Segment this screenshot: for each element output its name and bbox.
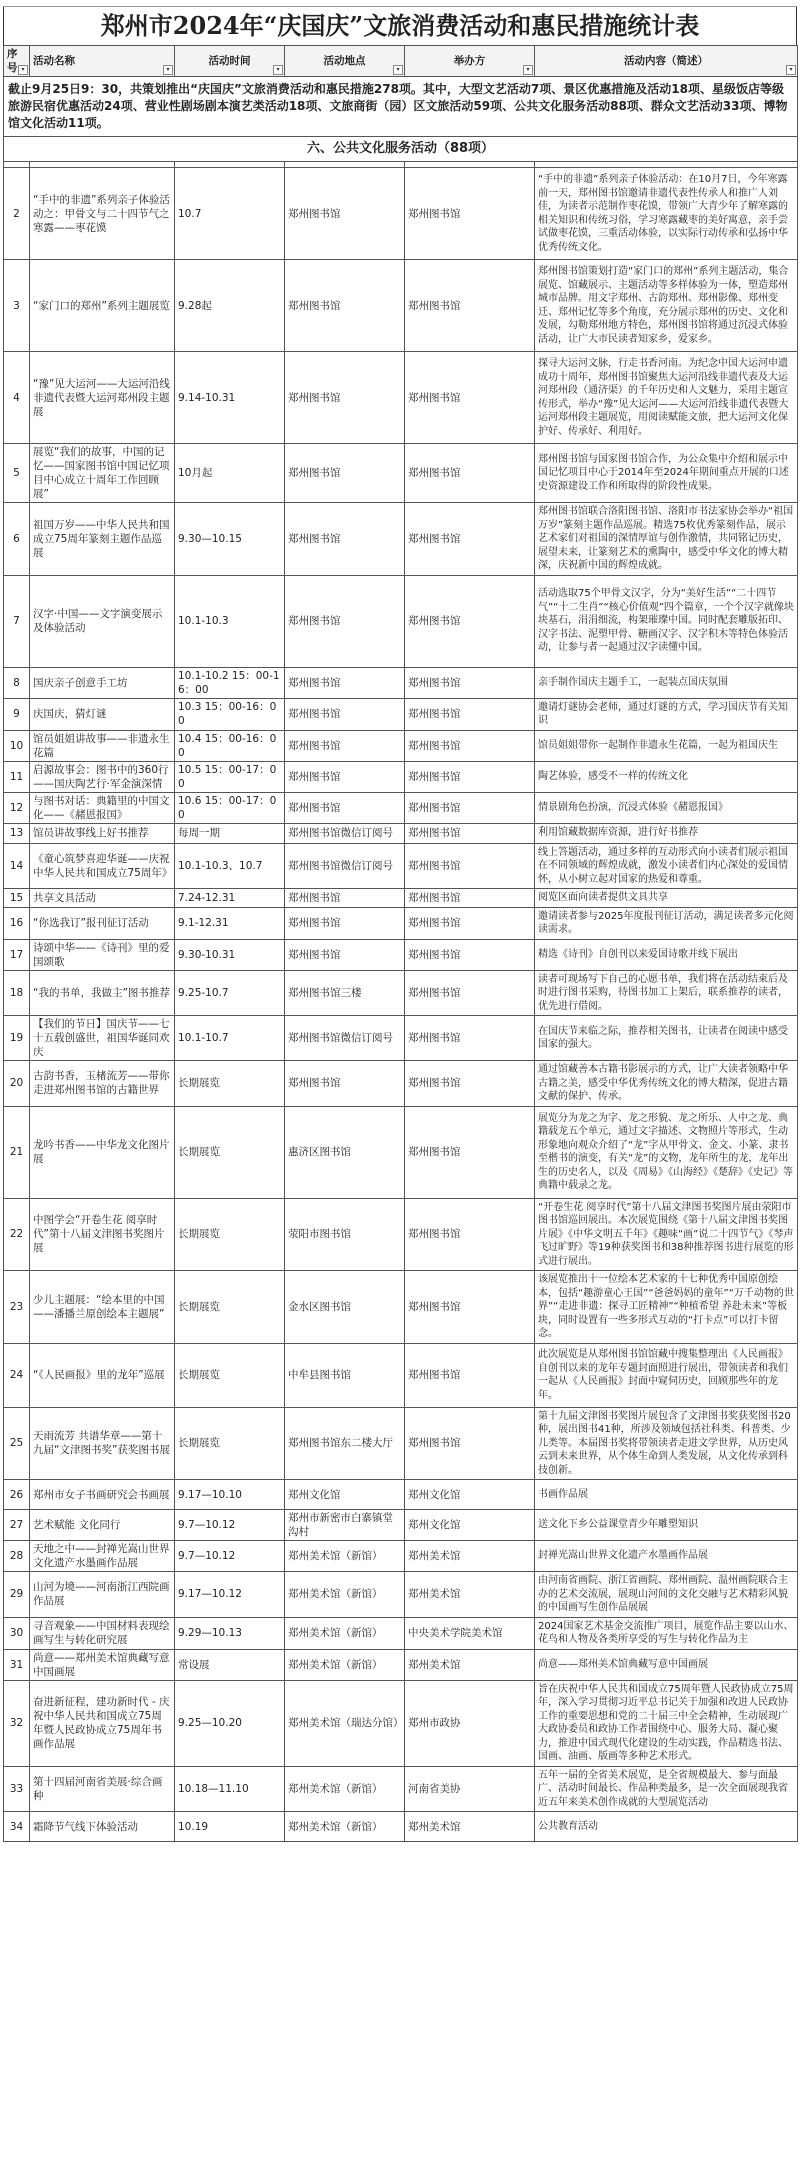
table-row — [4, 1271, 798, 1344]
activity-name: 少儿主题展：“绘本里的中国——潘播兰原创绘本主题展” — [30, 1271, 175, 1344]
table-row — [4, 352, 798, 444]
row-number: 22 — [4, 1198, 30, 1271]
row-number: 6 — [4, 503, 30, 576]
activity-time: 10.1-10.7 — [175, 1016, 285, 1061]
activity-organizer: 郑州图书馆 — [405, 1407, 535, 1480]
activity-organizer: 郑州图书馆 — [405, 667, 535, 698]
activity-organizer: 郑州图书馆 — [405, 1198, 535, 1271]
row-number: 9 — [4, 698, 30, 730]
activity-name: 天地之中——封禅光嵩山世界文化遗产水墨画作品展 — [30, 1541, 175, 1572]
activity-content: 通过馆藏善本古籍书影展示的方式，让广大读者领略中华古籍之美，感受中华优秀传统文化的博大精深，促进古籍文献的保护、传承。 — [535, 1061, 798, 1107]
activity-organizer: 郑州图书馆 — [405, 939, 535, 970]
activity-name: 汉字·中国——文字演变展示及体验活动 — [30, 575, 175, 667]
activity-place: 郑州图书馆东二楼大厅 — [285, 1407, 405, 1480]
table-row — [4, 503, 798, 576]
row-number: 7 — [4, 575, 30, 667]
table-row — [4, 1812, 798, 1842]
filter-dropdown-icon[interactable]: ▾ — [523, 65, 533, 75]
activity-place: 郑州图书馆 — [285, 444, 405, 503]
header-time[interactable]: 活动时间 ▾ — [175, 46, 285, 77]
activity-name: “手中的非遗”系列亲子体验活动之：甲骨文与二十四节气之寒露——枣花馍 — [30, 168, 175, 260]
row-number: 13 — [4, 823, 30, 843]
activity-name: 艺术赋能 文化同行 — [30, 1510, 175, 1541]
row-number: 12 — [4, 792, 30, 823]
summary-row — [4, 77, 798, 137]
activity-time: 10.1-10.2 15：00-16：00 — [175, 667, 285, 698]
activity-place: 郑州图书馆 — [285, 260, 405, 352]
table-row — [4, 1649, 798, 1680]
table-row — [4, 1407, 798, 1480]
activity-place: 郑州图书馆 — [285, 503, 405, 576]
activity-organizer: 郑州图书馆 — [405, 1106, 535, 1198]
summary-text: 截止9月25日9：30，共策划推出“庆国庆”文旅消费活动和惠民措施278项。其中，大型文艺活动7项、景区优惠措施及活动18项、星级饭店等级旅游民宿优惠活动24项、营业性剧场剧本演艺类活动18项、文旅商街（园）区文旅活动59项、公共文化服务活动88项、群众文艺活动33项、博物馆文化活动11项。 — [4, 77, 798, 137]
activity-name: 共享文具活动 — [30, 889, 175, 908]
table-row — [4, 889, 798, 908]
header-place[interactable]: 活动地点 ▾ — [285, 46, 405, 77]
activity-time: 常设展 — [175, 1649, 285, 1680]
header-org[interactable]: 举办方 ▾ — [405, 46, 535, 77]
activity-name: 馆员姐姐讲故事——非遗永生花篇 — [30, 730, 175, 761]
activity-place: 郑州美术馆（新馆） — [285, 1541, 405, 1572]
activity-organizer: 郑州图书馆 — [405, 168, 535, 260]
table-row — [4, 843, 798, 889]
activity-content: 邀请灯谜协会老师，通过灯谜的方式，学习国庆节有关知识 — [535, 698, 798, 730]
activity-time: 9.29—10.13 — [175, 1617, 285, 1649]
activity-organizer: 郑州图书馆 — [405, 843, 535, 889]
activity-content: 送文化下乡公益课堂青少年雕塑知识 — [535, 1510, 798, 1541]
activity-organizer: 郑州美术馆 — [405, 1649, 535, 1680]
table-row — [4, 698, 798, 730]
row-number: 28 — [4, 1541, 30, 1572]
table-row — [4, 168, 798, 260]
filter-dropdown-icon[interactable]: ▾ — [786, 65, 796, 75]
activity-name: 馆员讲故事线上好书推荐 — [30, 823, 175, 843]
activity-name: 古韵书香，玉楮流芳——带你走进郑州图书馆的古籍世界 — [30, 1061, 175, 1107]
row-number: 33 — [4, 1766, 30, 1812]
row-number: 21 — [4, 1106, 30, 1198]
row-number: 5 — [4, 444, 30, 503]
row-number: 26 — [4, 1480, 30, 1510]
table-row — [4, 823, 798, 843]
activity-time: 长期展览 — [175, 1106, 285, 1198]
activity-place: 郑州美术馆（新馆） — [285, 1572, 405, 1618]
table-row — [4, 761, 798, 792]
activity-name: 诗颂中华——《诗刊》里的爱国颂歌 — [30, 939, 175, 970]
table-row — [4, 1541, 798, 1572]
activity-name: 郑州市女子书画研究会书画展 — [30, 1480, 175, 1510]
activity-organizer: 郑州图书馆 — [405, 260, 535, 352]
activity-content: 第十九届文津图书奖图片展包含了文津图书奖获奖图书20种，展出图书41种，所涉及领域包括社科类、科普类、少儿类等。本届图书奖将带领读者走进文学世界，从历史风云到未来世界，从个体生命到人类发展，从文化传承到科技创新。 — [535, 1407, 798, 1480]
row-number: 16 — [4, 907, 30, 939]
table-row — [4, 444, 798, 503]
activity-organizer: 郑州图书馆 — [405, 698, 535, 730]
activity-place: 郑州美术馆（新馆） — [285, 1649, 405, 1680]
activity-place: 郑州图书馆 — [285, 352, 405, 444]
activity-organizer: 郑州图书馆 — [405, 730, 535, 761]
activity-content: 读者可现场写下自己的心愿书单，我们将在活动结束后及时进行图书采购，待图书加工上架后，联系推荐的读者，优先进行借阅。 — [535, 970, 798, 1016]
activity-content: 旨在庆祝中华人民共和国成立75周年暨人民政协成立75周年，深入学习贯彻习近平总书记关于加强和改进人民政协工作的重要思想和党的二十届三中全会精神，生动展现广大政协委员和政协工作者围绕中心、服务大局、凝心聚力，推进中国式现代化建设的生动实践，作品精选书法、国画、油画、版画等多种艺术形式。 — [535, 1680, 798, 1766]
activity-place: 中牟县图书馆 — [285, 1343, 405, 1407]
activity-time: 长期展览 — [175, 1407, 285, 1480]
activity-table — [3, 45, 798, 1842]
row-number: 4 — [4, 352, 30, 444]
row-number: 24 — [4, 1343, 30, 1407]
activity-time: 9.28起 — [175, 260, 285, 352]
activity-place: 郑州图书馆 — [285, 792, 405, 823]
activity-name: 【我们的节日】国庆节——七十五载创盛世，祖国华诞同欢庆 — [30, 1016, 175, 1061]
activity-time: 9.14-10.31 — [175, 352, 285, 444]
row-number: 32 — [4, 1680, 30, 1766]
activity-organizer: 郑州图书馆 — [405, 1016, 535, 1061]
activity-time: 7.24-12.31 — [175, 889, 285, 908]
activity-name: 《童心筑梦喜迎华诞——庆祝中华人民共和国成立75周年》 — [30, 843, 175, 889]
table-row — [4, 1106, 798, 1198]
activity-time: 长期展览 — [175, 1198, 285, 1271]
activity-organizer: 郑州文化馆 — [405, 1480, 535, 1510]
activity-content: 亲手制作国庆主题手工，一起装点国庆氛围 — [535, 667, 798, 698]
activity-place: 郑州图书馆微信订阅号 — [285, 1016, 405, 1061]
activity-content: “手中的非遗”系列亲子体验活动：在10月7日，今年寒露前一天，郑州图书馆邀请非遗代表性传承人和推广人刘佳，为读者示范制作枣花馍，带领广大青少年了解寒露的相关知识和传统习俗，学习寒露藏枣的美好寓意，亲手尝试做枣花馍，三重活动体验，以实际行动传承和弘扬中华优秀传统文化。 — [535, 168, 798, 260]
activity-content: 公共教育活动 — [535, 1812, 798, 1842]
table-row — [4, 792, 798, 823]
activity-name: “豫”见大运河——大运河沿线非遗代表暨大运河郑州段主题展 — [30, 352, 175, 444]
activity-organizer: 郑州图书馆 — [405, 1061, 535, 1107]
row-number: 25 — [4, 1407, 30, 1480]
activity-content: 展览分为龙之为字、龙之形貌、龙之所乐、人中之龙、典籍载龙五个单元，通过文字描述、文物照片等形式，生动形象地向观众介绍了“龙”字从甲骨文、金文、小篆、隶书至楷书的演变，有关“龙”的文物，龙年所生的龙，龙年出生的历史名人，以及《周易》《山海经》《楚辞》《史记》等典籍中载录之龙。 — [535, 1106, 798, 1198]
activity-name: 展览“我们的故事，中国的记忆——国家图书馆中国记忆项目中心成立十周年工作回顾展” — [30, 444, 175, 503]
activity-content: 探寻大运河文脉，行走书香河南。为纪念中国大运河申遗成功十周年，郑州图书馆聚焦大运河沿线非遗代表及大运河郑州段（通济渠）的千年历史和人文魅力，采用主题宣传形式，举办“豫”见大运河——大运河沿线非遗代表暨大运河郑州段主题展览，用阅读赋能文旅，把大运河文化保护好、传承好、利用好。 — [535, 352, 798, 444]
table-row — [4, 260, 798, 352]
top-edge-strip — [3, 0, 797, 7]
activity-content: 阅览区面向读者提供文具共享 — [535, 889, 798, 908]
activity-content: 尚意——郑州美术馆典藏写意中国画展 — [535, 1649, 798, 1680]
activity-place: 郑州图书馆 — [285, 698, 405, 730]
activity-organizer: 郑州文化馆 — [405, 1510, 535, 1541]
row-number: 29 — [4, 1572, 30, 1618]
activity-organizer: 郑州图书馆 — [405, 761, 535, 792]
activity-time: 10.1-10.3 — [175, 575, 285, 667]
activity-time: 10.3 15：00-16：00 — [175, 698, 285, 730]
activity-content: 在国庆节来临之际，推荐相关图书，让读者在阅读中感受国家的强大。 — [535, 1016, 798, 1061]
header-row — [4, 46, 798, 77]
activity-name: 山河为境——河南浙江西院画作品展 — [30, 1572, 175, 1618]
filter-dropdown-icon[interactable]: ▾ — [393, 65, 403, 75]
activity-content: 五年一届的全省美术展览，是全省规模最大、参与面最广、活动时间最长、作品种类最多，是一次全面展现我省近五年来美术创作成就的大型展览活动 — [535, 1766, 798, 1812]
activity-time: 9.1-12.31 — [175, 907, 285, 939]
activity-content: 该展览推出十一位绘本艺术家的十七种优秀中国原创绘本，包括“趣游童心王国”“爸爸妈妈的童年”“万千动物的世界”“走进非遗：探寻工匠精神”“种植希望 养赴未来”等板块，同时设置有一些多形式互动的“打卡点”可以打卡留念。 — [535, 1271, 798, 1344]
table-row — [4, 1572, 798, 1618]
activity-time: 9.25—10.20 — [175, 1680, 285, 1766]
filter-dropdown-icon[interactable]: ▾ — [273, 65, 283, 75]
filter-dropdown-icon[interactable]: ▾ — [163, 65, 173, 75]
activity-content: 书画作品展 — [535, 1480, 798, 1510]
activity-content: 陶艺体验，感受不一样的传统文化 — [535, 761, 798, 792]
activity-name: 庆国庆，猜灯谜 — [30, 698, 175, 730]
activity-place: 郑州美术馆（新馆） — [285, 1617, 405, 1649]
row-number: 30 — [4, 1617, 30, 1649]
activity-content: 封禅光嵩山世界文化遗产水墨画作品展 — [535, 1541, 798, 1572]
activity-name: 天雨流芳 共谱华章——第十九届“文津图书奖”获奖图书展 — [30, 1407, 175, 1480]
activity-place: 郑州图书馆三楼 — [285, 970, 405, 1016]
row-number: 19 — [4, 1016, 30, 1061]
row-number: 10 — [4, 730, 30, 761]
activity-content: 活动选取75个甲骨文汉字，分为“美好生活”“二十四节气”“十二生肖”“核心价值观”四个篇章，一个个汉字就像块块基石，涓涓细流，构架璀璨中国。同时配套雕版拓印、汉字书法、泥塑甲骨、糖画汉字、汉字积木等特色体验活动，让参与者一起通过汉字读懂中国。 — [535, 575, 798, 667]
activity-name: 霜降节气线下体验活动 — [30, 1812, 175, 1842]
activity-time: 9.7—10.12 — [175, 1541, 285, 1572]
row-number: 31 — [4, 1649, 30, 1680]
table-row — [4, 1480, 798, 1510]
activity-content: 郑州图书馆联合洛阳图书馆、洛阳市书法家协会举办“祖国万岁”篆刻主题作品巡展。精选75枚优秀篆刻作品，展示艺术家们对祖国的深情厚谊与创作激情，共同铭记历史，展望未来，让篆刻艺术的熏陶中，感受中华文化的博大精深，庆祝新中国的辉煌成就。 — [535, 503, 798, 576]
activity-name: 国庆亲子创意手工坊 — [30, 667, 175, 698]
row-number: 20 — [4, 1061, 30, 1107]
activity-time: 9.25-10.7 — [175, 970, 285, 1016]
page-title: 郑州市2024年“庆国庆”文旅消费活动和惠民措施统计表 — [3, 7, 797, 45]
section-row — [4, 137, 798, 162]
activity-time: 10.5 15：00-17：00 — [175, 761, 285, 792]
table-row — [4, 1766, 798, 1812]
activity-name: “我的书单，我做主”图书推荐 — [30, 970, 175, 1016]
activity-place: 郑州图书馆 — [285, 168, 405, 260]
activity-organizer: 郑州图书馆 — [405, 889, 535, 908]
activity-organizer: 郑州图书馆 — [405, 352, 535, 444]
header-content[interactable]: 活动内容（简述） ▾ — [535, 46, 798, 77]
activity-organizer: 郑州图书馆 — [405, 823, 535, 843]
row-number: 34 — [4, 1812, 30, 1842]
activity-organizer: 郑州图书馆 — [405, 503, 535, 576]
activity-place: 郑州文化馆 — [285, 1480, 405, 1510]
activity-time: 10月起 — [175, 444, 285, 503]
activity-content: 利用馆藏数据库资源，进行好书推荐 — [535, 823, 798, 843]
row-number: 2 — [4, 168, 30, 260]
activity-place: 郑州图书馆 — [285, 761, 405, 792]
activity-organizer: 郑州市政协 — [405, 1680, 535, 1766]
activity-time: 9.17—10.12 — [175, 1572, 285, 1618]
activity-content: 由河南省画院、浙江省画院、郑州画院、温州画院联合主办的艺术交流展，展现山河间的文化交融与艺术精彩风貌的中国画写生创作品展展 — [535, 1572, 798, 1618]
row-number: 15 — [4, 889, 30, 908]
activity-time: 10.19 — [175, 1812, 285, 1842]
activity-time: 长期展览 — [175, 1271, 285, 1344]
activity-content: 2024国家艺术基金交流推广项目，展览作品主要以山水、花鸟和人物及各类所享受的写生与转化作品为主 — [535, 1617, 798, 1649]
filter-dropdown-icon[interactable]: ▾ — [18, 65, 28, 75]
activity-place: 郑州图书馆 — [285, 730, 405, 761]
activity-time: 长期展览 — [175, 1343, 285, 1407]
activity-name: “你选我订”报刊征订活动 — [30, 907, 175, 939]
activity-place: 荥阳市图书馆 — [285, 1198, 405, 1271]
table-row — [4, 970, 798, 1016]
table-row — [4, 667, 798, 698]
activity-organizer: 郑州美术馆 — [405, 1572, 535, 1618]
row-number: 14 — [4, 843, 30, 889]
table-row — [4, 907, 798, 939]
activity-organizer: 郑州图书馆 — [405, 907, 535, 939]
activity-organizer: 郑州图书馆 — [405, 1343, 535, 1407]
activity-time: 10.6 15：00-17：00 — [175, 792, 285, 823]
table-row — [4, 1617, 798, 1649]
activity-name: 寻音观象——中国材料表现绘画写生与转化研究展 — [30, 1617, 175, 1649]
header-no[interactable]: 序号 ▾ — [4, 46, 30, 77]
activity-organizer: 郑州图书馆 — [405, 575, 535, 667]
activity-place: 郑州图书馆 — [285, 939, 405, 970]
table-row — [4, 1680, 798, 1766]
table-row — [4, 1061, 798, 1107]
table-row — [4, 575, 798, 667]
row-number: 8 — [4, 667, 30, 698]
activity-content: 线上答题活动，通过多样的互动形式向小读者们展示祖国在不同领域的辉煌成就，激发小读者们内心深处的爱国情怀，从小树立起对国家的热爱和尊重。 — [535, 843, 798, 889]
activity-organizer: 郑州图书馆 — [405, 792, 535, 823]
activity-organizer: 郑州图书馆 — [405, 1271, 535, 1344]
activity-time: 9.30—10.15 — [175, 503, 285, 576]
activity-time: 9.7—10.12 — [175, 1510, 285, 1541]
activity-time: 10.1-10.3、10.7 — [175, 843, 285, 889]
activity-name: 与图书对话：典籍里的中国文化——《赭恩报国》 — [30, 792, 175, 823]
activity-content: 郑州图书馆与国家图书馆合作，为公众集中介绍和展示中国记忆项目中心于2014年至2024年期间重点开展的口述史资源建设工作和所取得的阶段性成果。 — [535, 444, 798, 503]
activity-place: 郑州美术馆（新馆） — [285, 1812, 405, 1842]
activity-place: 郑州图书馆 — [285, 1061, 405, 1107]
activity-place: 郑州图书馆 — [285, 575, 405, 667]
table-row — [4, 1198, 798, 1271]
activity-organizer: 河南省美协 — [405, 1766, 535, 1812]
row-number: 17 — [4, 939, 30, 970]
row-number: 27 — [4, 1510, 30, 1541]
header-name[interactable]: 活动名称 ▾ — [30, 46, 175, 77]
activity-time: 10.7 — [175, 168, 285, 260]
activity-content: 此次展览是从郑州图书馆馆藏中搜集整理出《人民画报》自创刊以来的龙年专题封面照进行展出，带领读者和我们一起从《人民画报》封面中窥伺历史，回顾那些年的龙年。 — [535, 1343, 798, 1407]
activity-organizer: 郑州美术馆 — [405, 1541, 535, 1572]
activity-name: 龙吟书香——中华龙文化图片展 — [30, 1106, 175, 1198]
activity-time: 10.4 15：00-16：00 — [175, 730, 285, 761]
activity-time: 每周一期 — [175, 823, 285, 843]
table-row — [4, 939, 798, 970]
activity-name: 第十四届河南省美展·综合画种 — [30, 1766, 175, 1812]
activity-organizer: 郑州图书馆 — [405, 970, 535, 1016]
activity-name: 尚意——郑州美术馆典藏写意中国画展 — [30, 1649, 175, 1680]
activity-time: 10.18—11.10 — [175, 1766, 285, 1812]
activity-name: 祖国万岁——中华人民共和国成立75周年篆刻主题作品巡展 — [30, 503, 175, 576]
activity-content: 情景剧角色扮演，沉浸式体验《赭恩报国》 — [535, 792, 798, 823]
row-number: 23 — [4, 1271, 30, 1344]
activity-content: 精选《诗刊》自创刊以来爱国诗歌并线下展出 — [535, 939, 798, 970]
activity-place: 郑州图书馆 — [285, 667, 405, 698]
row-number: 18 — [4, 970, 30, 1016]
table-row — [4, 1510, 798, 1541]
activity-content: 郑州图书馆策划打造“家门口的郑州”系列主题活动，集合展览、馆藏展示、主题活动等多样体验为一体，塑造郑州城市品牌。用文字郑州、古韵郑州、郑州影像、郑州变迁、郑州记忆等多个角度，充分展示郑州的历史、文化和发展，勾勒郑州地方特色，郑州图书馆将通过沉浸式体验活动，让广大市民读者知家乡，爱家乡。 — [535, 260, 798, 352]
row-number: 11 — [4, 761, 30, 792]
activity-content: 邀请读者参与2025年度报刊征订活动，满足读者多元化阅读需求。 — [535, 907, 798, 939]
activity-name: “《人民画报》里的龙年”巡展 — [30, 1343, 175, 1407]
activity-place: 郑州图书馆微信订阅号 — [285, 823, 405, 843]
table-row — [4, 1343, 798, 1407]
activity-name: “家门口的郑州”系列主题展览 — [30, 260, 175, 352]
activity-organizer: 郑州美术馆 — [405, 1812, 535, 1842]
activity-place: 惠济区图书馆 — [285, 1106, 405, 1198]
activity-name: 中图学会“开卷生花 阅享时代”第十八届文津图书奖图片展 — [30, 1198, 175, 1271]
activity-place: 郑州美术馆（瑞达分馆） — [285, 1680, 405, 1766]
activity-place: 金水区图书馆 — [285, 1271, 405, 1344]
activity-content: “开卷生花 阅享时代”第十八届文津图书奖图片展由荥阳市图书馆巡回展出。本次展览围绕《第十八届文津图书奖图片展》《中华文明五千年》《趣味“画”说二十四节气》《琴声飞过旷野》等19种获奖图书和38种推荐图书进行展览的形式进行展出。 — [535, 1198, 798, 1271]
activity-time: 长期展览 — [175, 1061, 285, 1107]
activity-place: 郑州市新密市白寨镇堂沟村 — [285, 1510, 405, 1541]
table-row — [4, 1016, 798, 1061]
activity-time: 9.17—10.10 — [175, 1480, 285, 1510]
activity-name: 奋进新征程，建功新时代 - 庆祝中华人民共和国成立75周年暨人民政协成立75周年书画作品展 — [30, 1680, 175, 1766]
activity-content: 馆员姐姐带你一起制作非遗永生花篇，一起为祖国庆生 — [535, 730, 798, 761]
activity-place: 郑州图书馆微信订阅号 — [285, 843, 405, 889]
section-title: 六、公共文化服务活动（88项） — [4, 137, 798, 162]
activity-time: 9.30-10.31 — [175, 939, 285, 970]
row-number: 3 — [4, 260, 30, 352]
activity-organizer: 中央美术学院美术馆 — [405, 1617, 535, 1649]
activity-place: 郑州图书馆 — [285, 889, 405, 908]
activity-place: 郑州图书馆 — [285, 907, 405, 939]
activity-name: 启源故事会：图书中的360行——国庆陶艺行·军金演深情 — [30, 761, 175, 792]
activity-organizer: 郑州图书馆 — [405, 444, 535, 503]
table-row — [4, 730, 798, 761]
activity-place: 郑州美术馆（新馆） — [285, 1766, 405, 1812]
